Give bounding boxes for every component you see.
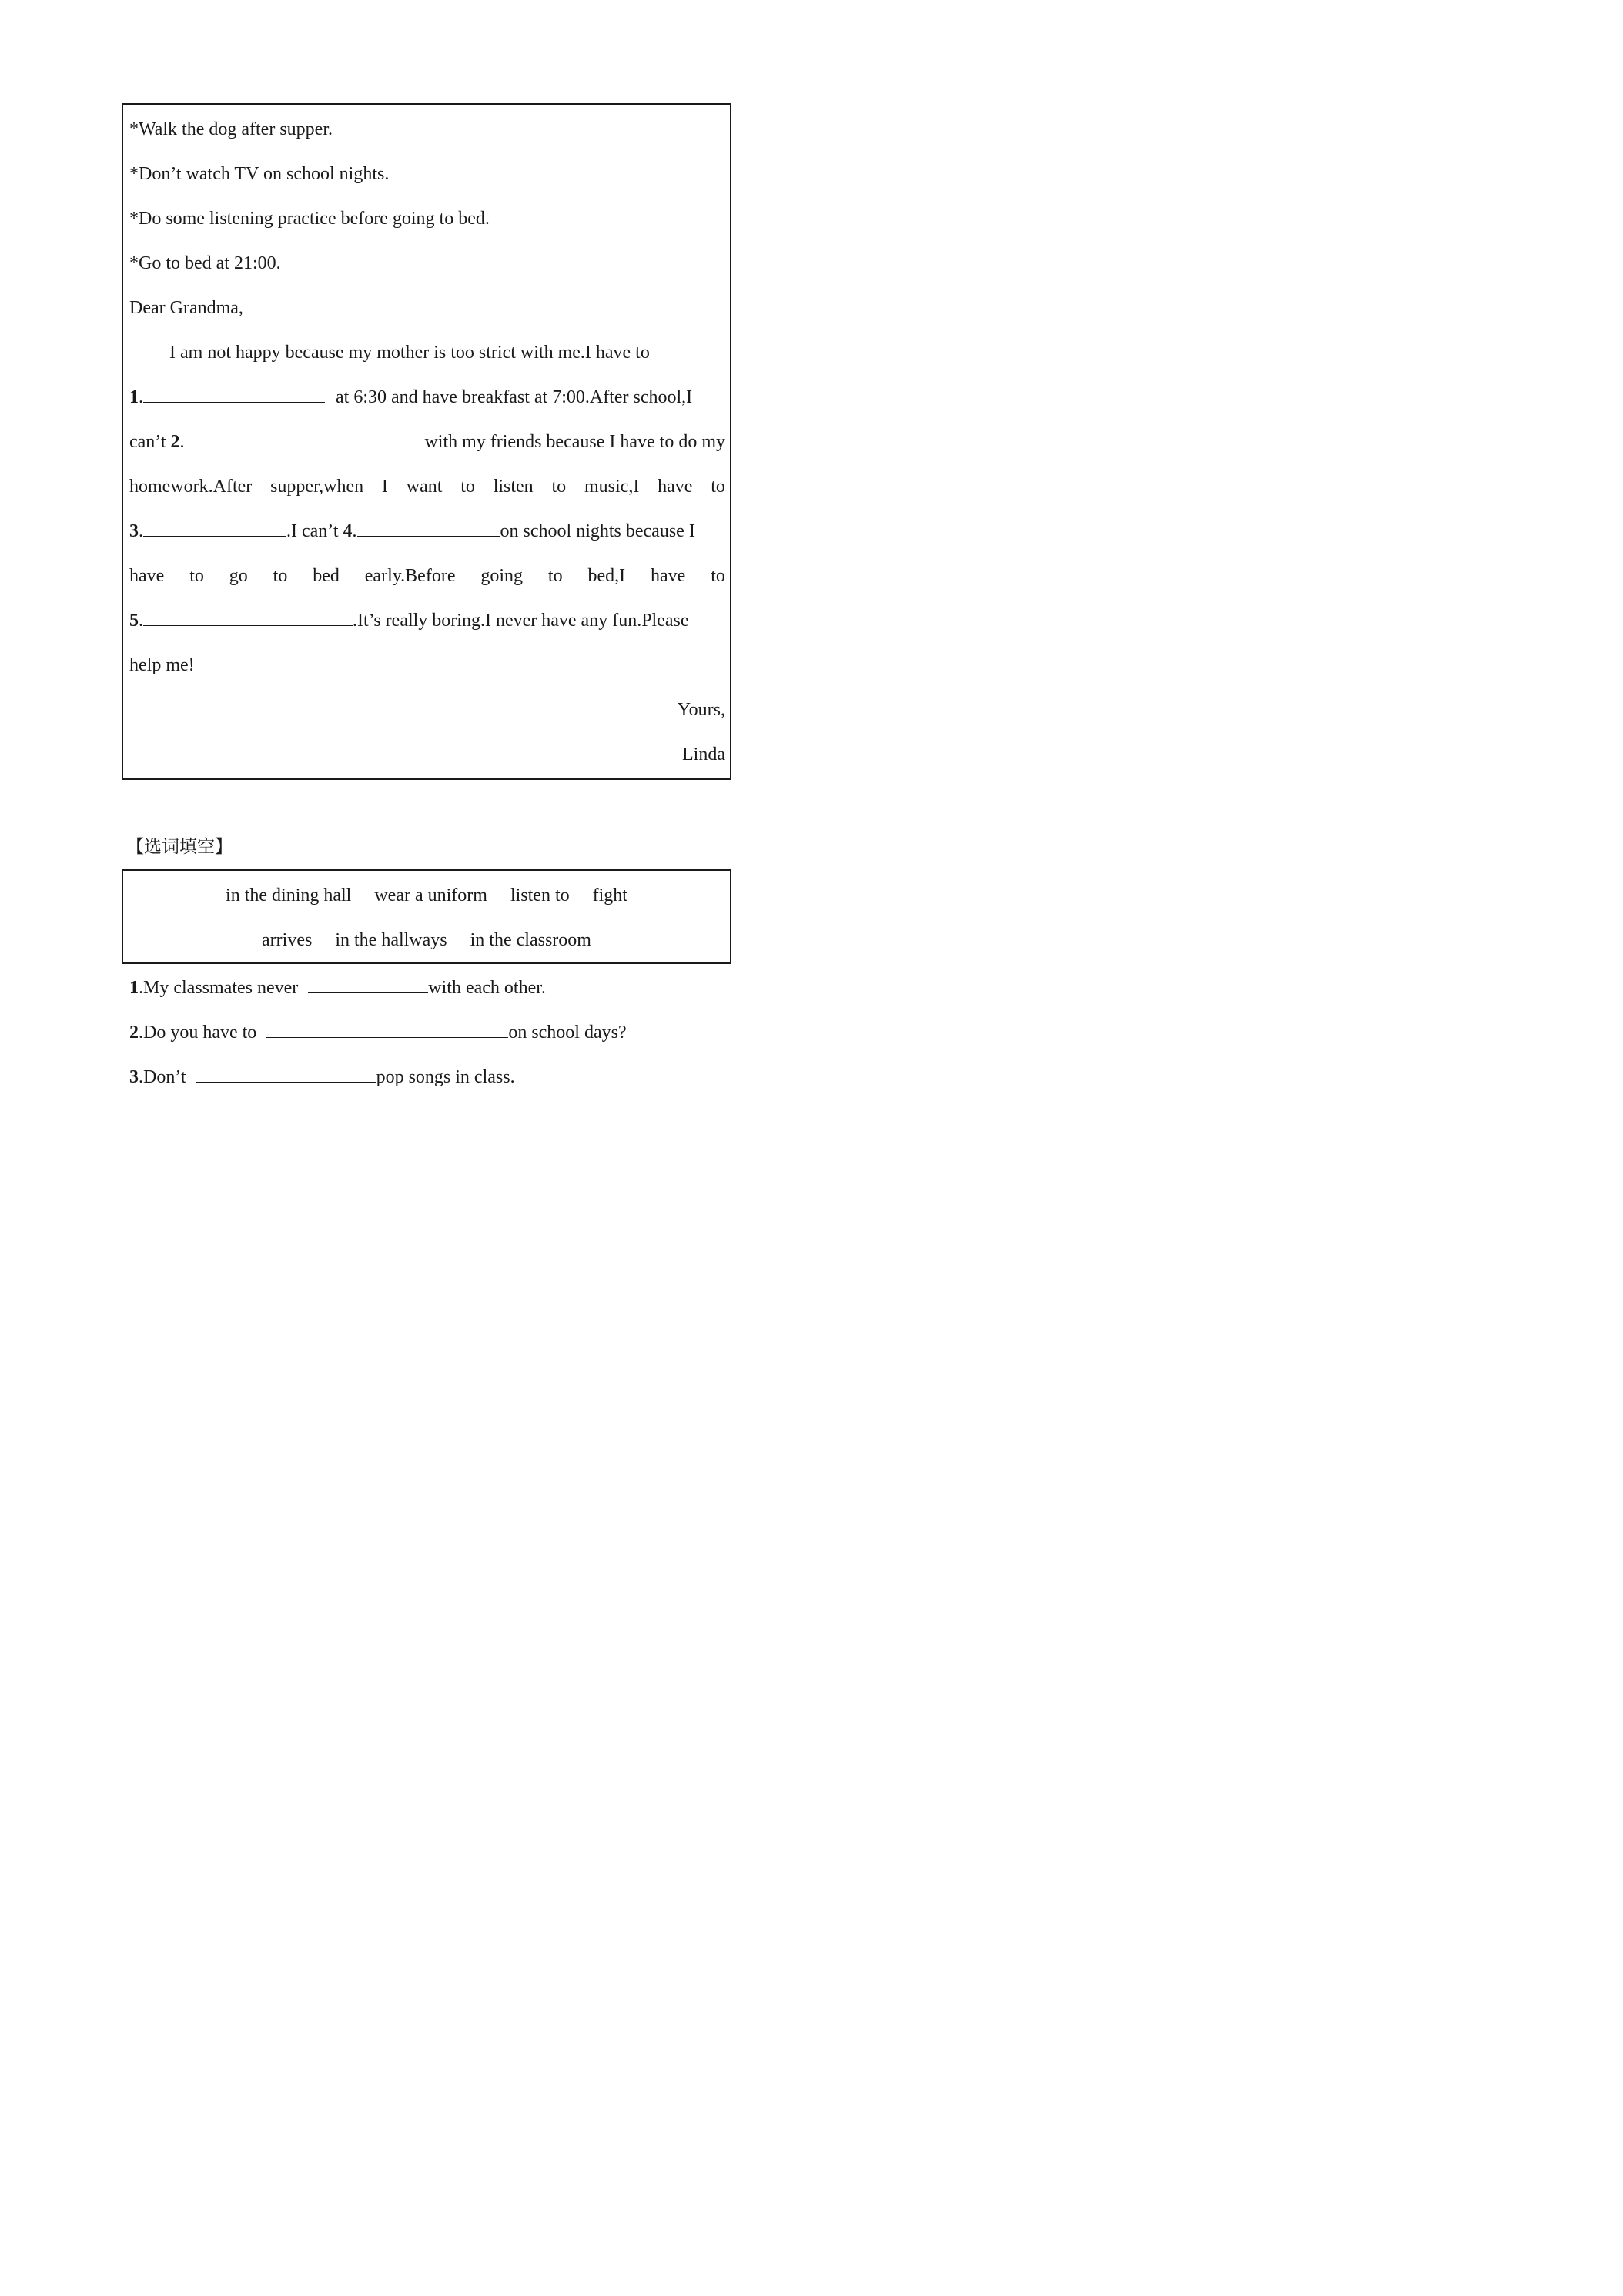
word-bank-row-2 xyxy=(123,929,730,952)
question-1 xyxy=(129,976,546,999)
letter-line-blank-5: 5. .It’s really boring.I never have any fun.Please xyxy=(129,611,689,631)
blank-number-3: 3 xyxy=(129,521,139,541)
word: have xyxy=(651,566,686,586)
question-3-blank[interactable] xyxy=(196,1066,376,1083)
question-3 xyxy=(129,1066,515,1089)
word-bank-item: in the hallways xyxy=(335,930,447,950)
letter-line-blanks-3-4: 3. .I can’t 4. on school nights because I xyxy=(129,521,695,541)
question-number: 2 xyxy=(129,1022,139,1043)
word: to xyxy=(711,477,725,497)
text-after-blank-2: with my friends because I have to do my xyxy=(424,432,725,452)
letter-line-bed xyxy=(129,564,725,587)
answer-blank-4[interactable] xyxy=(357,520,500,537)
question-2 xyxy=(129,1021,627,1044)
word: have xyxy=(129,566,165,586)
letter-line-blank-2: can’t 2. with my friends because I have to do my xyxy=(129,432,725,452)
word: I xyxy=(381,477,388,497)
word: early.Before xyxy=(364,566,456,586)
word-bank-item: listen to xyxy=(510,885,570,905)
blank-number-2: 2 xyxy=(170,432,180,452)
question-text-before: .Don’t xyxy=(139,1067,186,1087)
letter-line-homework xyxy=(129,475,725,498)
letter-paragraph-start: I am not happy because my mother is too strict with me.I have to xyxy=(169,343,650,363)
word-bank-item: in the dining hall xyxy=(226,885,352,905)
word: to xyxy=(547,566,563,586)
word: music,I xyxy=(584,477,640,497)
word: go xyxy=(229,566,248,586)
word: to xyxy=(189,566,204,586)
word: to xyxy=(551,477,567,497)
word-bank-item: fight xyxy=(592,885,627,905)
word: bed,I xyxy=(587,566,626,586)
text-after-blank-5: .It’s really boring.I never have any fun.Please xyxy=(353,611,689,631)
text-between-3-4: .I can’t xyxy=(286,521,339,541)
rule-2: *Don’t watch TV on school nights. xyxy=(129,164,390,184)
word-bank-item: wear a uniform xyxy=(374,885,487,905)
question-number: 1 xyxy=(129,978,139,998)
word: have xyxy=(658,477,693,497)
answer-blank-1[interactable] xyxy=(143,387,325,403)
text-after-blank-1: at 6:30 and have breakfast at 7:00.After school,I xyxy=(336,387,693,407)
section-title: 【选词填空】 xyxy=(126,837,233,857)
word: to xyxy=(273,566,288,586)
word: homework.After xyxy=(129,477,253,497)
word: want xyxy=(406,477,443,497)
blank-number-4: 4 xyxy=(343,521,353,541)
question-2-blank[interactable] xyxy=(266,1022,508,1038)
letter-line-blank-1: 1. at 6:30 and have breakfast at 7:00.After school,I xyxy=(129,387,693,407)
letter-last-line: help me! xyxy=(129,655,195,675)
word: going xyxy=(480,566,524,586)
letter-closing: Yours, xyxy=(677,700,725,720)
answer-blank-3[interactable] xyxy=(143,520,286,537)
letter-signature: Linda xyxy=(682,745,725,765)
question-text-before: .Do you have to xyxy=(139,1022,257,1043)
letter-greeting: Dear Grandma, xyxy=(129,298,243,318)
question-number: 3 xyxy=(129,1067,139,1087)
text-after-blank-4: on school nights because I xyxy=(500,521,695,541)
answer-blank-2[interactable] xyxy=(185,431,380,447)
word: to xyxy=(711,566,725,586)
question-1-blank[interactable] xyxy=(308,977,428,993)
text-before-blank-2: can’t xyxy=(129,432,166,452)
answer-blank-5[interactable] xyxy=(143,610,353,626)
word: supper,when xyxy=(270,477,364,497)
word-bank-item: in the classroom xyxy=(470,930,591,950)
word: bed xyxy=(313,566,340,586)
word-bank-item: arrives xyxy=(262,930,313,950)
rule-1: *Walk the dog after supper. xyxy=(129,119,333,139)
question-text-after: with each other. xyxy=(428,978,546,998)
blank-number-5: 5 xyxy=(129,611,139,631)
question-text-after: pop songs in class. xyxy=(376,1067,515,1087)
word-bank-row-1 xyxy=(123,884,730,907)
blank-number-1: 1 xyxy=(129,387,139,407)
question-text-after: on school days? xyxy=(508,1022,627,1043)
rule-4: *Go to bed at 21:00. xyxy=(129,253,281,273)
rule-3: *Do some listening practice before going to bed. xyxy=(129,209,490,229)
question-text-before: .My classmates never xyxy=(139,978,299,998)
word: to xyxy=(460,477,475,497)
word: listen xyxy=(493,477,534,497)
